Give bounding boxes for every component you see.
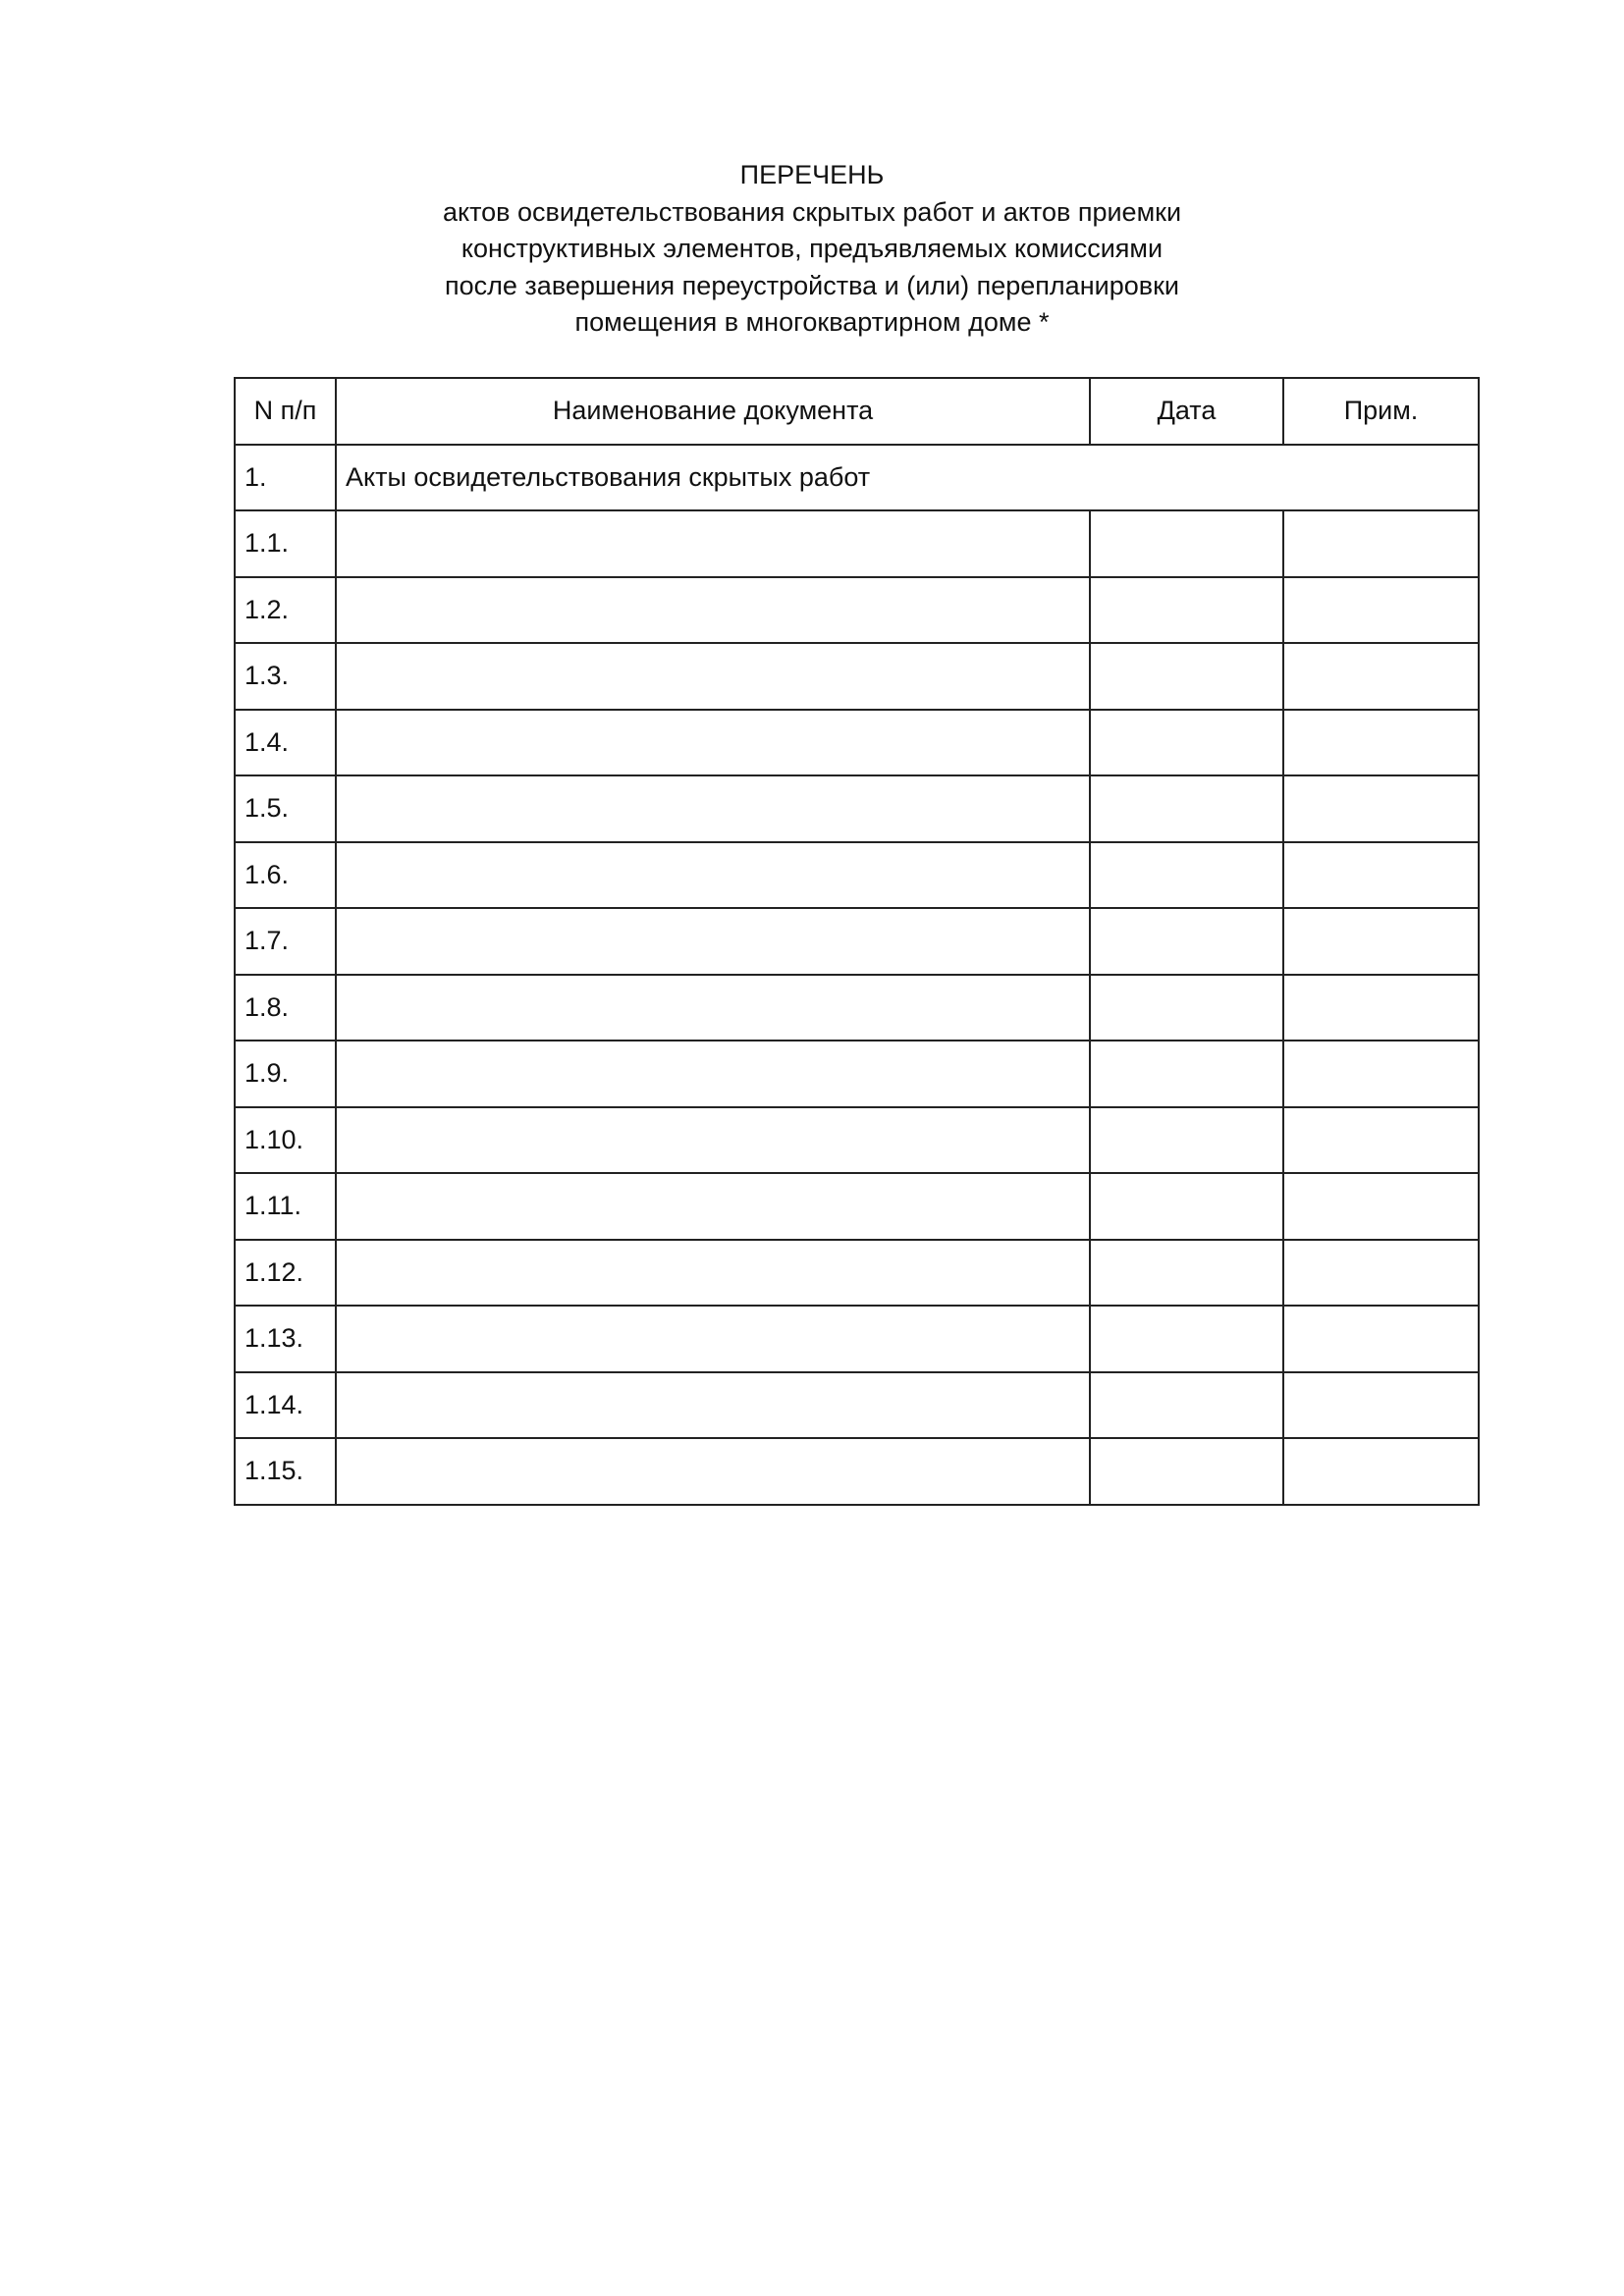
note-cell[interactable] [1283, 643, 1479, 710]
note-cell[interactable] [1283, 1107, 1479, 1174]
date-cell[interactable] [1090, 577, 1283, 644]
row-number: 1.9. [235, 1041, 336, 1107]
table-row [235, 908, 1479, 975]
note-cell[interactable] [1283, 1438, 1479, 1505]
date-cell[interactable] [1090, 510, 1283, 577]
document-name-cell[interactable] [336, 1107, 1090, 1174]
section-title: Акты освидетельствования скрытых работ [336, 445, 1479, 511]
document-name-cell[interactable] [336, 908, 1090, 975]
note-cell[interactable] [1283, 1173, 1479, 1240]
note-cell[interactable] [1283, 842, 1479, 909]
document-name-cell[interactable] [336, 643, 1090, 710]
header-date: Дата [1090, 378, 1283, 445]
section-row [235, 445, 1479, 511]
document-name-cell[interactable] [336, 842, 1090, 909]
table-header-row [235, 378, 1479, 445]
document-name-cell[interactable] [336, 1173, 1090, 1240]
document-name-cell[interactable] [336, 1240, 1090, 1307]
date-cell[interactable] [1090, 1438, 1283, 1505]
note-cell[interactable] [1283, 710, 1479, 776]
table-row [235, 1240, 1479, 1307]
note-cell[interactable] [1283, 1306, 1479, 1372]
document-name-cell[interactable] [336, 1372, 1090, 1439]
row-number: 1.1. [235, 510, 336, 577]
table-row [235, 1372, 1479, 1439]
document-name-cell[interactable] [336, 577, 1090, 644]
row-number: 1.14. [235, 1372, 336, 1439]
note-cell[interactable] [1283, 510, 1479, 577]
document-subtitle-line-1: актов освидетельствования скрытых работ и актов приемки [442, 196, 1182, 227]
document-name-cell[interactable] [336, 510, 1090, 577]
table-row [235, 1438, 1479, 1505]
table-row [235, 643, 1479, 710]
date-cell[interactable] [1090, 1240, 1283, 1307]
row-number: 1.2. [235, 577, 336, 644]
date-cell[interactable] [1090, 975, 1283, 1041]
table-row [235, 577, 1479, 644]
table-row [235, 1173, 1479, 1240]
header-document-name: Наименование документа [336, 378, 1090, 445]
note-cell[interactable] [1283, 1240, 1479, 1307]
date-cell[interactable] [1090, 1107, 1283, 1174]
table-body [235, 445, 1479, 1505]
document-name-cell[interactable] [336, 1306, 1090, 1372]
table-row [235, 1041, 1479, 1107]
row-number: 1.10. [235, 1107, 336, 1174]
table-row [235, 710, 1479, 776]
row-number: 1.12. [235, 1240, 336, 1307]
note-cell[interactable] [1283, 1372, 1479, 1439]
document-name-cell[interactable] [336, 775, 1090, 842]
document-heading [0, 157, 1624, 342]
date-cell[interactable] [1090, 1173, 1283, 1240]
document-subtitle-line-2: конструктивных элементов, предъявляемых комиссиями [460, 234, 1164, 263]
table-row [235, 1107, 1479, 1174]
date-cell[interactable] [1090, 908, 1283, 975]
document-name-cell[interactable] [336, 710, 1090, 776]
note-cell[interactable] [1283, 577, 1479, 644]
document-name-cell[interactable] [336, 1438, 1090, 1505]
document-subtitle-line-3: после завершения переустройства и (или) перепланировки [445, 270, 1179, 300]
header-number: N п/п [235, 378, 336, 445]
note-cell[interactable] [1283, 1041, 1479, 1107]
table-row [235, 510, 1479, 577]
document-title: ПЕРЕЧЕНЬ [739, 160, 885, 189]
note-cell[interactable] [1283, 975, 1479, 1041]
date-cell[interactable] [1090, 842, 1283, 909]
row-number: 1.5. [235, 775, 336, 842]
row-number: 1.8. [235, 975, 336, 1041]
row-number: 1.15. [235, 1438, 336, 1505]
date-cell[interactable] [1090, 1372, 1283, 1439]
date-cell[interactable] [1090, 643, 1283, 710]
acts-table [234, 377, 1480, 1506]
date-cell[interactable] [1090, 710, 1283, 776]
section-number: 1. [235, 445, 336, 511]
row-number: 1.7. [235, 908, 336, 975]
document-name-cell[interactable] [336, 975, 1090, 1041]
date-cell[interactable] [1090, 1041, 1283, 1107]
date-cell[interactable] [1090, 1306, 1283, 1372]
row-number: 1.3. [235, 643, 336, 710]
document-name-cell[interactable] [336, 1041, 1090, 1107]
table-row [235, 775, 1479, 842]
table-row [235, 975, 1479, 1041]
date-cell[interactable] [1090, 775, 1283, 842]
note-cell[interactable] [1283, 775, 1479, 842]
table-row [235, 1306, 1479, 1372]
row-number: 1.11. [235, 1173, 336, 1240]
row-number: 1.13. [235, 1306, 336, 1372]
row-number: 1.4. [235, 710, 336, 776]
row-number: 1.6. [235, 842, 336, 909]
header-note: Прим. [1283, 378, 1479, 445]
table-row [235, 842, 1479, 909]
document-subtitle-line-4: помещения в многоквартирном доме * [574, 307, 1050, 337]
note-cell[interactable] [1283, 908, 1479, 975]
